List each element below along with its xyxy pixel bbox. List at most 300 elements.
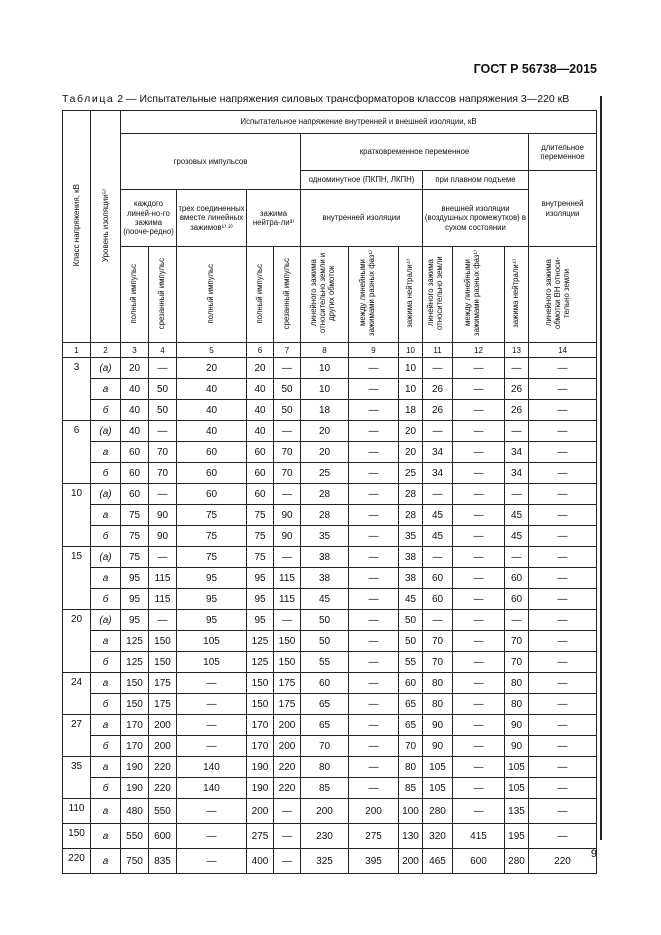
value-cell: 90 xyxy=(423,736,453,757)
value-cell: 150 xyxy=(247,673,274,694)
value-cell: 320 xyxy=(423,824,453,849)
value-cell: 95 xyxy=(247,589,274,610)
value-cell: — xyxy=(529,631,597,652)
value-cell: 105 xyxy=(423,757,453,778)
value-cell: 125 xyxy=(247,652,274,673)
value-cell: 150 xyxy=(149,652,177,673)
insulation-level-cell: а xyxy=(91,715,121,736)
value-cell: 600 xyxy=(149,824,177,849)
insulation-level-cell: а xyxy=(91,442,121,463)
value-cell: — xyxy=(529,610,597,631)
value-cell: 90 xyxy=(274,505,301,526)
value-cell: — xyxy=(349,715,399,736)
value-cell: — xyxy=(177,694,247,715)
value-cell: 90 xyxy=(505,736,529,757)
value-cell: 150 xyxy=(274,631,301,652)
value-cell: 95 xyxy=(121,589,149,610)
value-cell: 480 xyxy=(121,799,149,824)
value-cell: 20 xyxy=(399,421,423,442)
value-cell: 105 xyxy=(177,652,247,673)
value-cell: 20 xyxy=(121,358,149,379)
value-cell: 28 xyxy=(301,484,349,505)
value-cell: 125 xyxy=(121,652,149,673)
value-cell: 835 xyxy=(149,849,177,874)
table-caption-label: Таблица xyxy=(62,93,115,105)
table-row xyxy=(63,421,597,442)
value-cell: — xyxy=(349,505,399,526)
value-cell: — xyxy=(529,652,597,673)
value-cell: 26 xyxy=(423,400,453,421)
column-number: 11 xyxy=(423,343,453,358)
value-cell: 550 xyxy=(121,824,149,849)
value-cell: 45 xyxy=(399,589,423,610)
value-cell: — xyxy=(453,463,505,484)
value-cell: 20 xyxy=(247,358,274,379)
value-cell: — xyxy=(453,652,505,673)
value-cell: 45 xyxy=(505,505,529,526)
value-cell: — xyxy=(453,400,505,421)
value-cell: — xyxy=(349,757,399,778)
value-cell: — xyxy=(149,547,177,568)
value-cell: 95 xyxy=(121,610,149,631)
value-cell: 34 xyxy=(505,442,529,463)
value-cell: 95 xyxy=(177,589,247,610)
column-number: 10 xyxy=(399,343,423,358)
value-cell: — xyxy=(274,421,301,442)
column-number: 6 xyxy=(247,343,274,358)
value-cell: 60 xyxy=(177,484,247,505)
value-cell: 95 xyxy=(247,568,274,589)
value-cell: 60 xyxy=(247,484,274,505)
insulation-level-cell: (а) xyxy=(91,484,121,505)
value-cell: 75 xyxy=(247,526,274,547)
value-cell: 190 xyxy=(121,778,149,799)
value-cell: 125 xyxy=(121,631,149,652)
header-col-6: полный импульс xyxy=(247,247,274,343)
value-cell: 60 xyxy=(247,463,274,484)
value-cell: 115 xyxy=(149,568,177,589)
value-cell: 70 xyxy=(505,631,529,652)
column-number: 5 xyxy=(177,343,247,358)
value-cell: — xyxy=(149,358,177,379)
value-cell: 25 xyxy=(399,463,423,484)
value-cell: 80 xyxy=(423,694,453,715)
value-cell: 90 xyxy=(149,505,177,526)
value-cell: 28 xyxy=(399,505,423,526)
value-cell: — xyxy=(349,400,399,421)
value-cell: — xyxy=(453,421,505,442)
value-cell: — xyxy=(453,526,505,547)
insulation-level-cell: (а) xyxy=(91,421,121,442)
insulation-level-cell: (а) xyxy=(91,547,121,568)
value-cell: 150 xyxy=(149,631,177,652)
table-row xyxy=(63,778,597,799)
table-row xyxy=(63,673,597,694)
value-cell: 10 xyxy=(301,358,349,379)
value-cell: 34 xyxy=(423,463,453,484)
value-cell: 150 xyxy=(247,694,274,715)
header-each-terminal: каждого линей-но-го зажима (пооче-редно) xyxy=(121,190,177,247)
value-cell: 750 xyxy=(121,849,149,874)
value-cell: — xyxy=(529,358,597,379)
value-cell: 70 xyxy=(423,652,453,673)
table-body xyxy=(63,358,597,874)
value-cell: — xyxy=(529,673,597,694)
value-cell: 325 xyxy=(301,849,349,874)
value-cell: — xyxy=(177,673,247,694)
value-cell: 200 xyxy=(349,799,399,824)
value-cell: 105 xyxy=(423,778,453,799)
header-one-minute: одноминутное (ПКПН, ЛКПН) xyxy=(301,171,423,190)
value-cell: 55 xyxy=(399,652,423,673)
value-cell: 75 xyxy=(247,505,274,526)
value-cell: 175 xyxy=(274,673,301,694)
value-cell: 130 xyxy=(399,824,423,849)
value-cell: 65 xyxy=(399,715,423,736)
value-cell: 230 xyxy=(301,824,349,849)
value-cell: 150 xyxy=(121,694,149,715)
test-voltage-table xyxy=(62,110,597,874)
value-cell: 170 xyxy=(247,736,274,757)
value-cell: 35 xyxy=(301,526,349,547)
value-cell: 170 xyxy=(121,736,149,757)
value-cell: 100 xyxy=(399,799,423,824)
header-col-9: между линейными зажимами разных фаз¹⁾ xyxy=(349,247,399,343)
column-number: 8 xyxy=(301,343,349,358)
value-cell: 85 xyxy=(399,778,423,799)
value-cell: — xyxy=(177,824,247,849)
value-cell: — xyxy=(453,589,505,610)
table-row xyxy=(63,824,597,849)
value-cell: 50 xyxy=(149,379,177,400)
header-col-12: между линейными зажимами разных фаз¹⁾ xyxy=(453,247,505,343)
insulation-level-cell: б xyxy=(91,526,121,547)
value-cell: 105 xyxy=(505,778,529,799)
value-cell: — xyxy=(453,358,505,379)
value-cell: 220 xyxy=(529,849,597,874)
value-cell: 70 xyxy=(505,652,529,673)
value-cell: 200 xyxy=(149,715,177,736)
value-cell: 20 xyxy=(177,358,247,379)
value-cell: — xyxy=(529,526,597,547)
value-cell: 70 xyxy=(149,463,177,484)
value-cell: 70 xyxy=(274,442,301,463)
value-cell: 95 xyxy=(177,568,247,589)
value-cell: 90 xyxy=(274,526,301,547)
value-cell: 75 xyxy=(247,547,274,568)
voltage-class-cell: 15 xyxy=(63,547,91,610)
value-cell: — xyxy=(529,463,597,484)
value-cell: — xyxy=(274,824,301,849)
value-cell: — xyxy=(423,421,453,442)
value-cell: — xyxy=(529,694,597,715)
value-cell: 395 xyxy=(349,849,399,874)
value-cell: 75 xyxy=(121,547,149,568)
value-cell: 50 xyxy=(301,631,349,652)
insulation-level-cell: б xyxy=(91,589,121,610)
value-cell: 80 xyxy=(505,694,529,715)
value-cell: 25 xyxy=(301,463,349,484)
value-cell: 60 xyxy=(177,442,247,463)
value-cell: 95 xyxy=(121,568,149,589)
value-cell: 34 xyxy=(423,442,453,463)
value-cell: — xyxy=(274,547,301,568)
value-cell: 200 xyxy=(274,736,301,757)
value-cell: — xyxy=(453,379,505,400)
value-cell: — xyxy=(453,610,505,631)
value-cell: 280 xyxy=(423,799,453,824)
value-cell: — xyxy=(529,715,597,736)
insulation-level-cell: б xyxy=(91,778,121,799)
value-cell: 60 xyxy=(247,442,274,463)
header-test-voltage: Испытательное напряжение внутренней и внешней изоляции, кВ xyxy=(121,111,597,134)
insulation-level-cell: а xyxy=(91,824,121,849)
value-cell: 18 xyxy=(301,400,349,421)
value-cell: 220 xyxy=(274,778,301,799)
column-number: 12 xyxy=(453,343,505,358)
document-code: ГОСТ Р 56738—2015 xyxy=(473,62,597,76)
value-cell: 45 xyxy=(301,589,349,610)
insulation-level-cell: а xyxy=(91,379,121,400)
table-row xyxy=(63,358,597,379)
value-cell: 95 xyxy=(177,610,247,631)
value-cell: 170 xyxy=(247,715,274,736)
value-cell: 90 xyxy=(505,715,529,736)
value-cell: — xyxy=(149,421,177,442)
value-cell: 38 xyxy=(301,547,349,568)
column-number: 2 xyxy=(91,343,121,358)
value-cell: — xyxy=(529,505,597,526)
header-col-3: полный импульс xyxy=(121,247,149,343)
value-cell: 40 xyxy=(247,421,274,442)
value-cell: — xyxy=(529,421,597,442)
value-cell: — xyxy=(349,631,399,652)
value-cell: 50 xyxy=(274,379,301,400)
table-row xyxy=(63,547,597,568)
value-cell: — xyxy=(349,778,399,799)
value-cell: 170 xyxy=(121,715,149,736)
value-cell: 70 xyxy=(399,736,423,757)
value-cell: 40 xyxy=(121,379,149,400)
value-cell: 220 xyxy=(149,757,177,778)
value-cell: 18 xyxy=(399,400,423,421)
insulation-level-cell: б xyxy=(91,736,121,757)
value-cell: 20 xyxy=(301,442,349,463)
value-cell: 75 xyxy=(121,526,149,547)
value-cell: 150 xyxy=(121,673,149,694)
value-cell: 135 xyxy=(505,799,529,824)
value-cell: 35 xyxy=(399,526,423,547)
value-cell: — xyxy=(349,610,399,631)
value-cell: 415 xyxy=(453,824,505,849)
voltage-class-cell: 6 xyxy=(63,421,91,484)
value-cell: — xyxy=(453,778,505,799)
value-cell: — xyxy=(423,358,453,379)
value-cell: 550 xyxy=(149,799,177,824)
value-cell: — xyxy=(453,799,505,824)
value-cell: 20 xyxy=(399,442,423,463)
value-cell: 26 xyxy=(505,379,529,400)
header-col-5: полный импульс xyxy=(177,247,247,343)
value-cell: — xyxy=(423,547,453,568)
value-cell: — xyxy=(505,610,529,631)
value-cell: 280 xyxy=(505,849,529,874)
value-cell: 20 xyxy=(301,421,349,442)
value-cell: 220 xyxy=(149,778,177,799)
header-smooth-rise: при плавном подъеме xyxy=(423,171,529,190)
column-number: 1 xyxy=(63,343,91,358)
value-cell: 275 xyxy=(349,824,399,849)
value-cell: 70 xyxy=(149,442,177,463)
header-long-term: длительное переменное xyxy=(529,134,597,171)
value-cell: — xyxy=(349,421,399,442)
value-cell: — xyxy=(349,736,399,757)
value-cell: — xyxy=(453,547,505,568)
value-cell: — xyxy=(453,715,505,736)
value-cell: — xyxy=(274,610,301,631)
value-cell: 60 xyxy=(121,484,149,505)
value-cell: 50 xyxy=(149,400,177,421)
value-cell: 50 xyxy=(399,631,423,652)
value-cell: — xyxy=(529,589,597,610)
value-cell: — xyxy=(349,463,399,484)
column-number: 14 xyxy=(529,343,597,358)
value-cell: 175 xyxy=(274,694,301,715)
table-row xyxy=(63,736,597,757)
value-cell: 60 xyxy=(399,673,423,694)
value-cell: 125 xyxy=(247,631,274,652)
table-row xyxy=(63,757,597,778)
value-cell: 115 xyxy=(149,589,177,610)
value-cell: 70 xyxy=(423,631,453,652)
value-cell: 140 xyxy=(177,778,247,799)
header-col-14: линейного зажима обмотки ВН относи-тельно земли xyxy=(529,247,597,343)
value-cell: 60 xyxy=(121,442,149,463)
value-cell: — xyxy=(529,484,597,505)
table-row xyxy=(63,568,597,589)
table-row xyxy=(63,652,597,673)
value-cell: — xyxy=(529,379,597,400)
value-cell: 45 xyxy=(423,505,453,526)
value-cell: 65 xyxy=(301,694,349,715)
value-cell: 40 xyxy=(177,379,247,400)
value-cell: — xyxy=(349,442,399,463)
column-number: 9 xyxy=(349,343,399,358)
value-cell: 50 xyxy=(274,400,301,421)
value-cell: 60 xyxy=(505,589,529,610)
value-cell: 175 xyxy=(149,673,177,694)
value-cell: 105 xyxy=(505,757,529,778)
voltage-class-cell: 24 xyxy=(63,673,91,715)
table-row xyxy=(63,484,597,505)
value-cell: — xyxy=(529,442,597,463)
value-cell: — xyxy=(274,849,301,874)
value-cell: 115 xyxy=(274,589,301,610)
value-cell: 85 xyxy=(301,778,349,799)
value-cell: — xyxy=(177,736,247,757)
insulation-level-cell: а xyxy=(91,631,121,652)
value-cell: — xyxy=(453,631,505,652)
value-cell: 60 xyxy=(423,568,453,589)
value-cell: 75 xyxy=(121,505,149,526)
value-cell: — xyxy=(529,824,597,849)
value-cell: — xyxy=(177,849,247,874)
value-cell: 10 xyxy=(399,379,423,400)
value-cell: 75 xyxy=(177,547,247,568)
value-cell: 38 xyxy=(399,568,423,589)
header-short-term: кратковременное переменное xyxy=(301,134,529,171)
value-cell: — xyxy=(505,484,529,505)
table-row xyxy=(63,631,597,652)
value-cell: 600 xyxy=(453,849,505,874)
voltage-class-cell: 10 xyxy=(63,484,91,547)
value-cell: 195 xyxy=(505,824,529,849)
header-col-4: срезанный импульс xyxy=(149,247,177,343)
value-cell: — xyxy=(505,421,529,442)
table-row xyxy=(63,463,597,484)
value-cell: — xyxy=(423,610,453,631)
value-cell: — xyxy=(453,568,505,589)
value-cell: — xyxy=(529,778,597,799)
value-cell: 200 xyxy=(301,799,349,824)
value-cell: 10 xyxy=(399,358,423,379)
table-row xyxy=(63,400,597,421)
value-cell: 465 xyxy=(423,849,453,874)
value-cell: 80 xyxy=(423,673,453,694)
table-row xyxy=(63,526,597,547)
value-cell: — xyxy=(349,673,399,694)
value-cell: 40 xyxy=(247,379,274,400)
column-number: 4 xyxy=(149,343,177,358)
value-cell: — xyxy=(529,799,597,824)
value-cell: 55 xyxy=(301,652,349,673)
value-cell: 70 xyxy=(301,736,349,757)
value-cell: 60 xyxy=(423,589,453,610)
voltage-class-cell: 27 xyxy=(63,715,91,757)
value-cell: 34 xyxy=(505,463,529,484)
value-cell: 90 xyxy=(149,526,177,547)
value-cell: 60 xyxy=(121,463,149,484)
insulation-level-cell: б xyxy=(91,400,121,421)
value-cell: 80 xyxy=(505,673,529,694)
value-cell: — xyxy=(349,358,399,379)
header-col-10: зажима нейтрали⁴⁾ xyxy=(399,247,423,343)
value-cell: 50 xyxy=(301,610,349,631)
header-three-terminals: трех соединенных вместе линейных зажимов¹⁾ ²⁾ xyxy=(177,190,247,247)
value-cell: 26 xyxy=(423,379,453,400)
value-cell: — xyxy=(349,547,399,568)
value-cell: 40 xyxy=(177,400,247,421)
value-cell: 75 xyxy=(177,526,247,547)
value-cell: — xyxy=(505,547,529,568)
insulation-level-cell: а xyxy=(91,799,121,824)
voltage-class-cell: 35 xyxy=(63,757,91,799)
header-voltage-class: Класс напряжения, кВ xyxy=(63,111,91,343)
value-cell: 40 xyxy=(177,421,247,442)
insulation-level-cell: (а) xyxy=(91,358,121,379)
header-internal: внутренней изоляции xyxy=(301,190,423,247)
value-cell: — xyxy=(529,757,597,778)
value-cell: 28 xyxy=(301,505,349,526)
value-cell: 105 xyxy=(177,631,247,652)
value-cell: — xyxy=(349,652,399,673)
value-cell: 275 xyxy=(247,824,274,849)
value-cell: 200 xyxy=(274,715,301,736)
value-cell: — xyxy=(453,694,505,715)
value-cell: 140 xyxy=(177,757,247,778)
value-cell: 190 xyxy=(121,757,149,778)
value-cell: 400 xyxy=(247,849,274,874)
